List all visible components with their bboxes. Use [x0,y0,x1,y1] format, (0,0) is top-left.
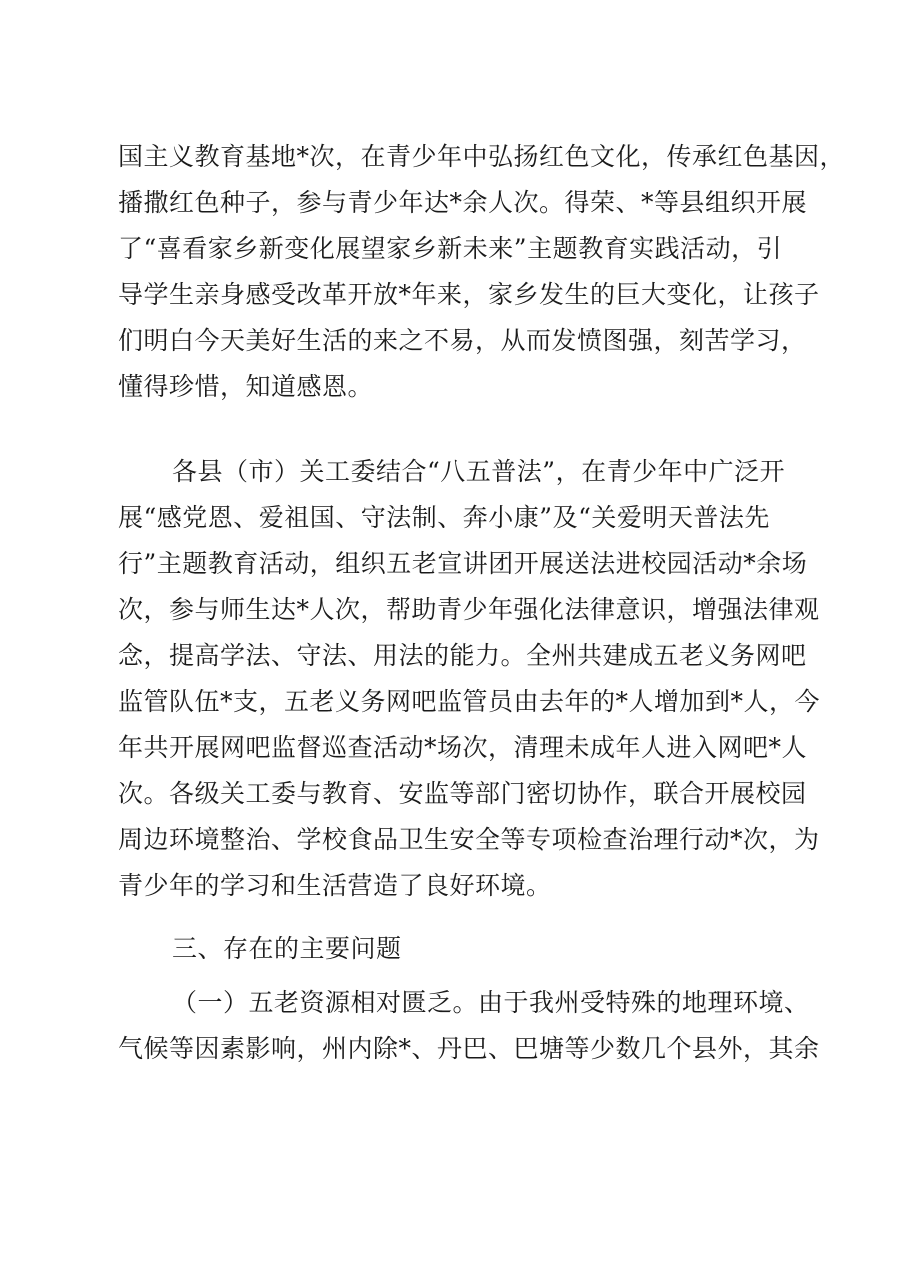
text-line: 了“喜看家乡新变化展望家乡新未来”主题教育实践活动，引 [118,234,783,263]
text-line: 们明白今天美好生活的来之不易，从而发愤图强，刻苦学习， [118,326,807,355]
text-line: 监管队伍*支，五老义务网吧监管员由去年的*人增加到*人，今 [118,687,821,716]
text-line: 周边环境整治、学校食品卫生安全等专项检查治理行动*次，为 [118,825,820,854]
text-line: 念，提高学法、守法、用法的能力。全州共建成五老义务网吧 [118,641,807,670]
text-line: 各县（市）关工委结合“八五普法”，在青少年中广泛开 [172,457,786,486]
text-line: 青少年的学习和生活营造了良好环境。 [118,871,552,900]
text-line: 国主义教育基地*次，在青少年中弘扬红色文化，传承红色基因， [118,142,846,171]
text-line: 懂得珍惜，知道感恩。 [118,372,374,401]
text-line: 气候等因素影响，州内除*、丹巴、巴塘等少数几个县外，其余 [118,1034,820,1063]
text-line: 年共开展网吧监督巡查活动*场次，清理未成年人进入网吧*人 [118,733,808,762]
text-line: 行”主题教育活动，组织五老宣讲团开展送法进校园活动*余场 [118,549,808,578]
text-line: 次。各级关工委与教育、安监等部门密切协作，联合开展校园 [118,779,807,808]
section-heading: 三、存在的主要问题 [172,934,402,963]
text-line: 展“感党恩、爱祖国、守法制、奔小康”及“关爱明天普法先 [118,503,770,532]
text-line: 导学生亲身感受改革开放*年来，家乡发生的巨大变化，让孩子 [118,280,820,309]
text-line: 次，参与师生达*人次，帮助青少年强化法律意识，增强法律观 [118,595,820,624]
text-line: （一）五老资源相对匮乏。由于我州受特殊的地理环境、 [172,988,810,1017]
text-line: 播撒红色种子，参与青少年达*余人次。得荣、*等县组织开展 [118,188,808,217]
